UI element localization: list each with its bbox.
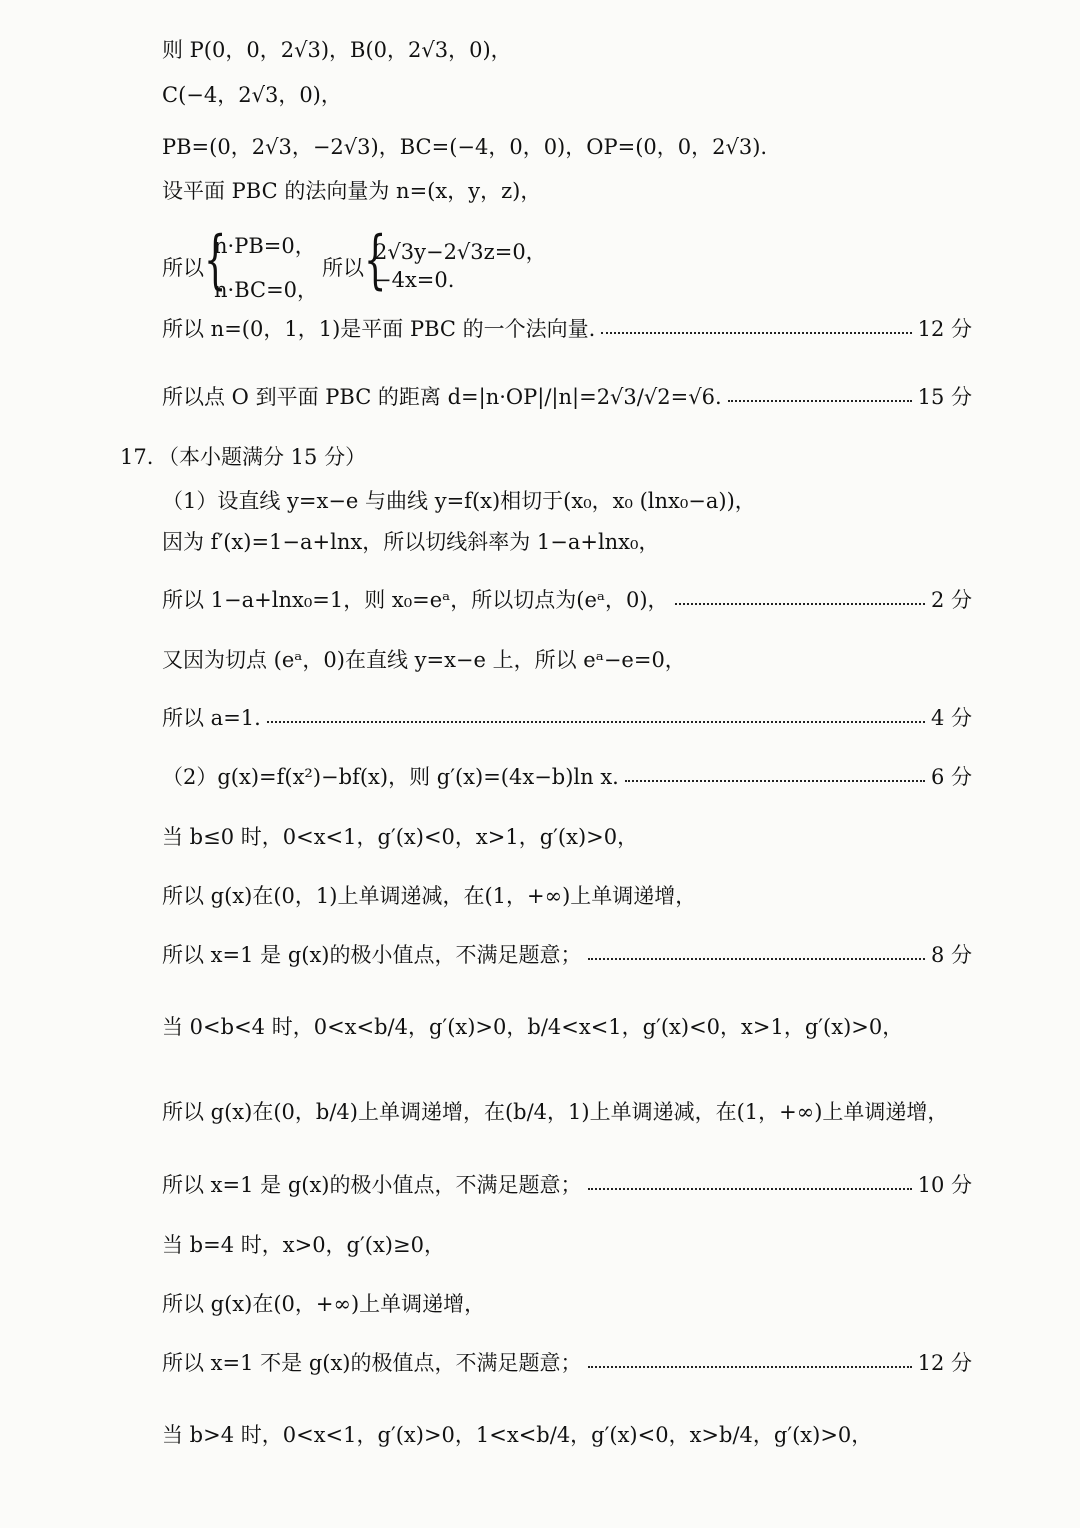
score-mark: 15 分 bbox=[917, 385, 972, 409]
text-line-min-point-1: 所以 x=1 是 g(x)的极小值点，不满足题意； 8 分 bbox=[162, 940, 972, 970]
text-line-points: 则 P(0，0，2√3)，B(0，2√3，0)， bbox=[162, 38, 512, 62]
score-mark: 12 分 bbox=[917, 1351, 972, 1375]
text-line-min-point-2: 所以 x=1 是 g(x)的极小值点，不满足题意； 10 分 bbox=[162, 1170, 972, 1200]
score-mark: 10 分 bbox=[917, 1173, 972, 1197]
score-leader-dots bbox=[728, 400, 912, 402]
text-line-derivative: 因为 f′(x)=1−a+lnx，所以切线斜率为 1−a+lnx₀， bbox=[162, 530, 660, 554]
text-line-a-value: 所以 a=1. 4 分 bbox=[162, 703, 972, 733]
text-line-tangent-point: 所以 1−a+lnx₀=1，则 x₀=eᵃ，所以切点为(eᵃ，0)， 2 分 bbox=[162, 585, 972, 615]
equation-system bbox=[162, 222, 662, 302]
system-eq-a2: n·BC=0， bbox=[214, 278, 319, 302]
score-mark: 2 分 bbox=[930, 588, 972, 612]
score-mark: 6 分 bbox=[930, 765, 972, 789]
text-line-on-line: 又因为切点 (eᵃ，0)在直线 y=x−e 上，所以 eᵃ−e=0， bbox=[162, 648, 686, 672]
text-line-distance: 所以点 O 到平面 PBC 的距离 d=|n·OP|/|n|=2√3/√2=√6. 15 分 bbox=[162, 382, 972, 412]
question-number: 17. bbox=[120, 445, 154, 469]
text-line-case-b-gt-4: 当 b>4 时，0<x<1，g′(x)>0，1<x<b/4，g′(x)<0，x>b/4，g′(x)>0， bbox=[162, 1423, 873, 1447]
score-leader-dots bbox=[267, 721, 925, 723]
text-line-vectors: PB=(0，2√3，−2√3)，BC=(−4，0，0)，OP=(0，0，2√3). bbox=[162, 135, 768, 159]
system-eq-b2: −4x=0. bbox=[374, 268, 455, 292]
text-line-normal-result: 所以 n=(0，1，1)是平面 PBC 的一个法向量. 12 分 bbox=[162, 314, 972, 344]
system-label-2: 所以 bbox=[322, 256, 364, 280]
left-brace-2: { bbox=[364, 223, 387, 297]
score-mark: 8 分 bbox=[930, 943, 972, 967]
score-leader-dots bbox=[588, 1188, 912, 1190]
system-label-1: 所以 bbox=[162, 256, 204, 280]
text-line-normal-vector: 设平面 PBC 的法向量为 n=(x，y，z)， bbox=[162, 179, 542, 203]
text-line-case-b-between: 当 0<b<4 时，0<x<b/4，g′(x)>0，b/4<x<1，g′(x)<0，x>1，g′(x)>0， bbox=[162, 1015, 904, 1039]
text-line-monotonic-1: 所以 g(x)在(0，1)上单调递减，在(1，+∞)上单调递增， bbox=[162, 884, 697, 908]
text-line-part2: （2）g(x)=f(x²)−bf(x)，则 g′(x)=(4x−b)ln x. 6 分 bbox=[162, 762, 972, 792]
score-leader-dots bbox=[625, 780, 925, 782]
score-leader-dots bbox=[675, 603, 925, 605]
score-mark: 12 分 bbox=[917, 317, 972, 341]
system-eq-b1: 2√3y−2√3z=0， bbox=[374, 240, 547, 264]
text-line-monotonic-2: 所以 g(x)在(0，b/4)上单调递增，在(b/4，1)上单调递减，在(1，+∞)上单调递增， bbox=[162, 1100, 949, 1124]
question-title: （本小题满分 15 分） bbox=[158, 445, 367, 469]
score-mark: 4 分 bbox=[930, 706, 972, 730]
text-line-not-extreme: 所以 x=1 不是 g(x)的极值点，不满足题意； 12 分 bbox=[162, 1348, 972, 1378]
text-line-case-b-le-0: 当 b≤0 时，0<x<1，g′(x)<0，x>1，g′(x)>0， bbox=[162, 825, 639, 849]
score-leader-dots bbox=[588, 1366, 912, 1368]
score-leader-dots bbox=[588, 958, 925, 960]
text-line-monotonic-3: 所以 g(x)在(0，+∞)上单调递增， bbox=[162, 1292, 486, 1316]
left-brace-1: { bbox=[204, 223, 227, 297]
score-leader-dots bbox=[601, 332, 911, 334]
text-line-point-c: C(−4，2√3，0)， bbox=[162, 83, 342, 107]
text-line-part1: （1）设直线 y=x−e 与曲线 y=f(x)相切于(x₀，x₀ (lnx₀−a))， bbox=[162, 489, 756, 513]
system-eq-a1: n·PB=0， bbox=[214, 234, 316, 258]
text-line-case-b-eq-4: 当 b=4 时，x>0，g′(x)≥0， bbox=[162, 1233, 445, 1257]
